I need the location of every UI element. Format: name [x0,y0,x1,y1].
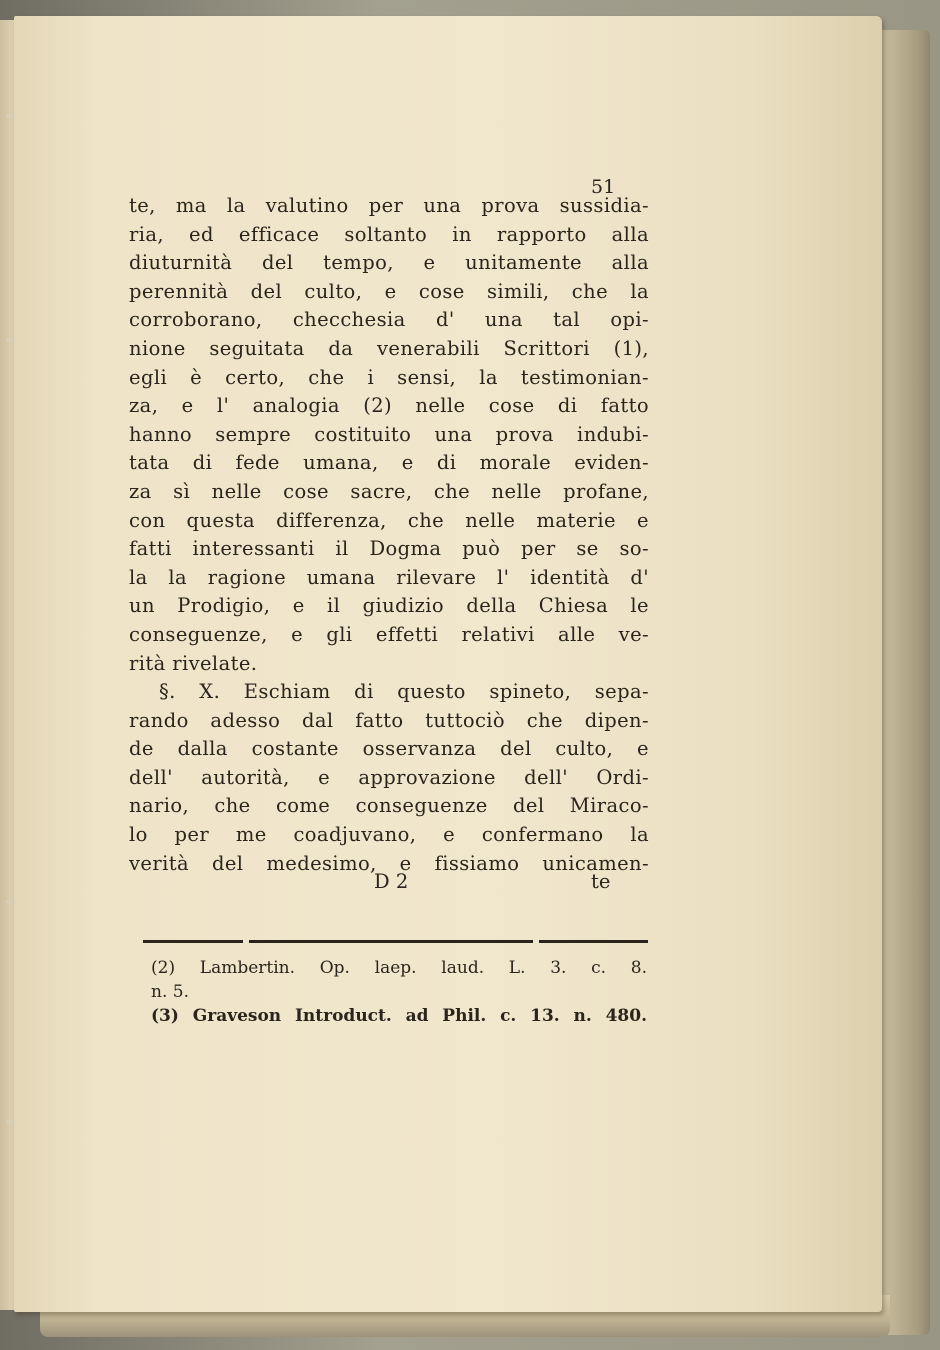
text-line: lo per me coadjuvano, e confermano la [129,823,649,847]
text-line: conseguenze, e gli effetti relativi alle ve- [129,622,649,646]
text-line: egli è certo, che i sensi, la testimonian- [129,365,649,389]
text-line: nione seguitata da venerabili Scrittori (1), [129,336,649,360]
footnote-2: (2) Lambertin. Op. laep. laud. L. 3. c. 8. [151,958,647,978]
text-line: rità rivelate. [129,651,258,675]
text-line: za, e l' analogia (2) nelle cose di fatto [129,394,649,418]
catchword: te [591,870,611,893]
signature-mark: D 2 [374,870,409,893]
separator-rule [143,940,243,943]
text-line: rando adesso dal fatto tuttociò che dipen- [129,708,649,732]
text-line: ria, ed efficace soltanto in rapporto alla [129,222,649,246]
text-line: con questa differenza, che nelle materie e [129,508,649,532]
text-line: corroborano, checchesia d' una tal opi- [129,308,649,332]
text-line: tata di fede umana, e di morale eviden- [129,451,649,475]
page-footer [129,870,649,898]
text-line: diuturnità del tempo, e unitamente alla [129,251,649,275]
footnote-separator [143,940,648,946]
text-line: za sì nelle cose sacre, che nelle profane, [129,479,649,503]
text-line: fatti interessanti il Dogma può per se so- [129,537,649,561]
separator-rule [249,940,533,943]
text-line: un Prodigio, e il giudizio della Chiesa le [129,594,649,618]
footnote-3: (3) Graveson Introduct. ad Phil. c. 13. n. 480. [151,1006,647,1026]
page-number: 51 [591,176,616,198]
text-line: hanno sempre costituito una prova indubi- [129,422,649,446]
book-page [14,16,882,1312]
footnotes [151,956,651,1028]
body-text [129,192,649,878]
text-line: te, ma la valutino per una prova sussidia- [129,194,649,217]
text-line: de dalla costante osservanza del culto, e [129,737,649,761]
text-line: dell' autorità, e approvazione dell' Ordi- [129,765,649,789]
text-line: verità del medesimo, e fissiamo unicamen- [129,851,649,875]
text-line: nario, che come conseguenze del Miraco- [129,794,649,818]
footnote-2-continued: n. 5. [151,982,189,1002]
text-line: perennità del culto, e cose simili, che la [129,279,649,303]
section-heading-line: §. X. Eschiam di questo spineto, sepa- [159,680,649,704]
separator-rule [539,940,648,943]
text-line: la la ragione umana rilevare l' identità d' [129,565,649,589]
